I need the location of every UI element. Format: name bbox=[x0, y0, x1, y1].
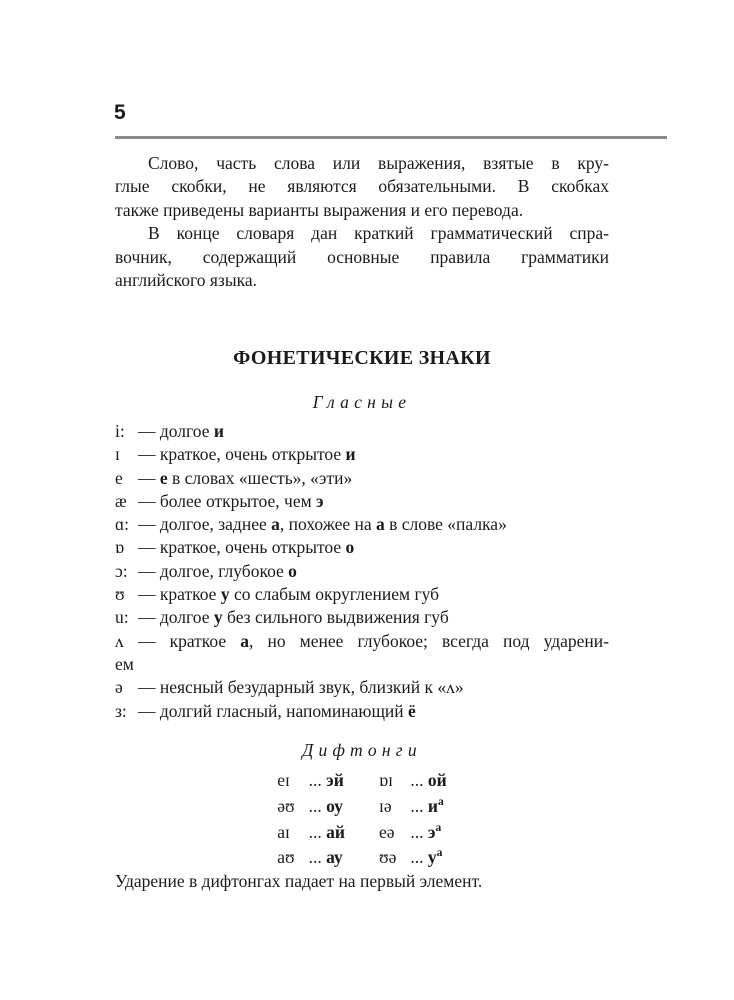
dash-separator: — bbox=[138, 700, 160, 721]
diphthong-table bbox=[115, 768, 609, 871]
intro-line: английского языка. bbox=[115, 270, 257, 291]
diphthong-entry bbox=[277, 768, 345, 794]
section-title: ФОНЕТИЧЕСКИЕ ЗНАКИ bbox=[233, 347, 491, 369]
phonetic-symbol: e bbox=[115, 467, 123, 488]
diphthongs-heading: Дифтонги bbox=[302, 740, 422, 760]
diphthong-russian: $у^а$ bbox=[427, 847, 443, 868]
vowels-heading: Гласные bbox=[312, 392, 412, 412]
vowel-description: долгое и bbox=[159, 421, 224, 441]
diphthong-entry bbox=[277, 845, 345, 871]
vowel-row bbox=[115, 676, 609, 699]
dash-separator: — bbox=[138, 607, 160, 628]
diphthong-entry bbox=[379, 845, 447, 871]
phonetic-symbol: i: bbox=[115, 421, 125, 441]
diphthong-entry bbox=[379, 794, 447, 820]
dash-separator: — bbox=[138, 677, 160, 698]
diphthong-russian: ой bbox=[427, 770, 447, 790]
vowel-row bbox=[115, 420, 609, 443]
diphthong-column bbox=[277, 768, 345, 871]
vowel-description: неясный безударный звук, близкий к «ʌ» bbox=[159, 677, 464, 698]
superscript-a: а bbox=[437, 795, 444, 808]
dash-separator: — bbox=[138, 444, 160, 465]
phonetic-symbol: ɒ bbox=[115, 537, 125, 558]
phonetic-symbol: з: bbox=[115, 700, 127, 721]
intro-line: В конце словаря дан краткий грамматический спра- bbox=[148, 223, 609, 244]
vowel-description: более открытое, чем э bbox=[159, 490, 324, 511]
diphthong-entry bbox=[379, 768, 447, 794]
vowel-description: краткое, очень открытое и bbox=[159, 444, 356, 465]
intro-line: также приведены варианты выражения и его перевода. bbox=[115, 199, 524, 220]
dots-separator: ... bbox=[304, 795, 327, 816]
dots-separator: ... bbox=[406, 847, 428, 868]
diphthong-ipa: ɪə bbox=[379, 795, 392, 816]
diphthong-ipa: ʊə bbox=[379, 847, 397, 868]
diphthong-ipa: ɒɪ bbox=[379, 770, 394, 790]
stress-note: Ударение в дифтонгах падает на первый элемент. bbox=[115, 871, 483, 891]
dash-separator: — bbox=[138, 467, 160, 488]
phonetic-symbol: ɪ bbox=[115, 444, 120, 465]
diphthong-entry bbox=[277, 794, 345, 820]
diphthong-russian: $и^а$ bbox=[427, 795, 444, 816]
dash-separator: — bbox=[138, 490, 160, 511]
vowel-description: долгое, заднее а, похожее на а в слове «палка» bbox=[159, 514, 507, 535]
vowel-row bbox=[115, 490, 609, 513]
dash-separator: — bbox=[138, 560, 160, 581]
vowel-list bbox=[115, 420, 609, 723]
intro-line: вочник, содержащий основные правила грамматики bbox=[115, 246, 609, 267]
diphthong-ipa: əʊ bbox=[277, 795, 295, 816]
diphthong-ipa: aʊ bbox=[277, 847, 295, 868]
dash-separator: — bbox=[138, 630, 170, 651]
diphthong-russian: ай bbox=[326, 821, 345, 842]
vowel-description: е в словах «шесть», «эти» bbox=[159, 467, 353, 488]
superscript-a: а bbox=[435, 821, 442, 834]
diphthong-russian: эй bbox=[326, 770, 344, 790]
dots-separator: ... bbox=[304, 821, 327, 842]
intro-paragraphs bbox=[115, 152, 609, 292]
intro-line: Слово, часть слова или выражения, взятые в кру- bbox=[148, 153, 609, 173]
diphthong-russian: ау bbox=[326, 847, 343, 868]
diphthong-russian: оу bbox=[326, 795, 343, 816]
vowel-description: долгий гласный, напоминающий ё bbox=[159, 700, 416, 721]
dots-separator: ... bbox=[406, 795, 428, 816]
diphthong-ipa: eə bbox=[379, 821, 395, 842]
phonetic-symbol: ə bbox=[115, 677, 123, 698]
phonetic-symbol: ʊ bbox=[115, 584, 125, 605]
diphthong-entry bbox=[379, 820, 447, 846]
phonetic-symbol: ɑ: bbox=[115, 514, 130, 535]
phonetic-symbol: ʌ bbox=[115, 630, 124, 651]
dots-separator: ... bbox=[304, 847, 327, 868]
diphthong-ipa: eɪ bbox=[277, 770, 290, 790]
phonetic-symbol: ɔ: bbox=[115, 560, 128, 581]
vowel-row bbox=[115, 536, 609, 559]
dash-separator: — bbox=[138, 514, 160, 535]
phonetic-symbol: u: bbox=[115, 607, 129, 628]
superscript-a: а bbox=[436, 847, 443, 860]
diphthong-ipa: aɪ bbox=[277, 821, 290, 842]
dash-separator: — bbox=[138, 421, 160, 441]
vowel-row bbox=[115, 560, 609, 583]
vowel-row bbox=[115, 606, 609, 629]
vowel-row bbox=[115, 630, 609, 653]
intro-line: глые скобки, не являются обязательными. В скобках bbox=[115, 176, 609, 197]
vowel-row bbox=[115, 513, 609, 536]
vowel-description-continuation: ем bbox=[115, 653, 134, 674]
vowel-row bbox=[115, 467, 609, 490]
page-number: 5 bbox=[114, 101, 126, 124]
dash-separator: — bbox=[138, 537, 160, 558]
header-rule bbox=[115, 136, 667, 139]
dots-separator: ... bbox=[406, 770, 428, 790]
vowel-row bbox=[115, 700, 609, 723]
dots-separator: ... bbox=[406, 821, 428, 842]
vowel-description: краткое у со слабым округлением губ bbox=[159, 584, 440, 605]
vowel-description: краткое а, но менее глубокое; всегда под ударени- bbox=[169, 630, 609, 651]
dots-separator: ... bbox=[304, 770, 327, 790]
diphthong-column bbox=[379, 768, 447, 871]
vowel-row bbox=[115, 583, 609, 606]
vowel-description: долгое, глубокое о bbox=[159, 560, 297, 581]
vowel-row bbox=[115, 443, 609, 466]
dash-separator: — bbox=[138, 584, 160, 605]
phonetic-symbol: æ bbox=[115, 490, 127, 511]
diphthong-entry bbox=[277, 820, 345, 846]
vowel-description: долгое у без сильного выдвижения губ bbox=[159, 607, 449, 628]
diphthong-russian: $э^а$ bbox=[427, 821, 442, 842]
vowel-description: краткое, очень открытое о bbox=[159, 537, 355, 558]
